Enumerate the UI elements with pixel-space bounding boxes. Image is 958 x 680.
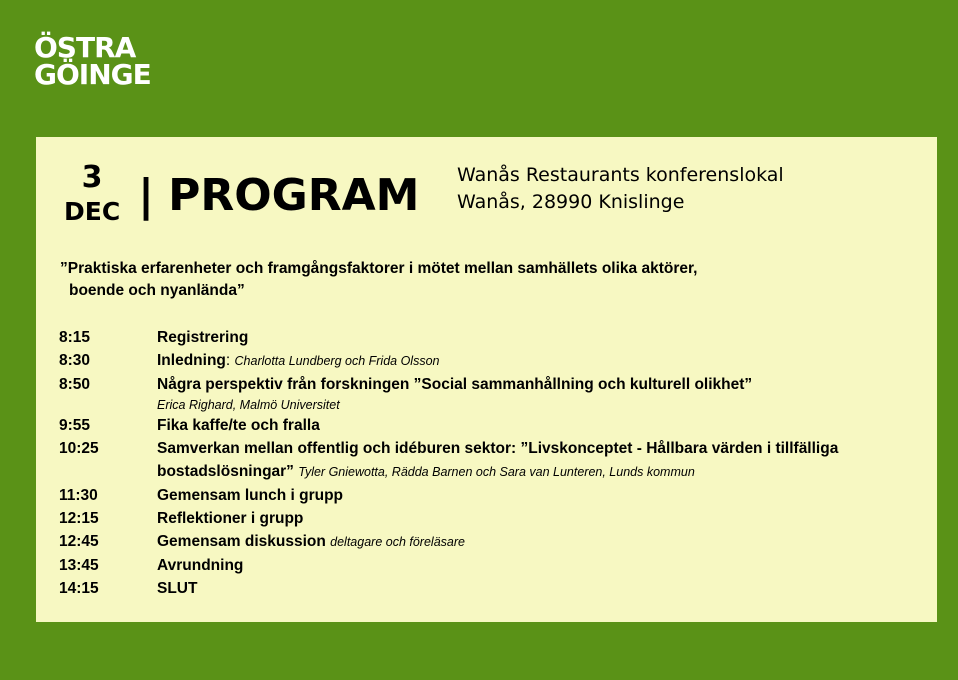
- quote-line-2: boende och nyanlända”: [69, 282, 245, 299]
- schedule-time: 11:30: [59, 487, 98, 504]
- schedule-title: Samverkan mellan offentlig och idéburen sektor: ”Livskonceptet - Hållbara värden i tillfälliga bostadslösningar”: [157, 440, 839, 480]
- schedule-title: Registrering: [157, 329, 249, 346]
- schedule-item: [59, 577, 919, 600]
- schedule-item: [59, 349, 919, 373]
- schedule-speakers: Erica Righard, Malmö Universitet: [157, 398, 340, 412]
- schedule-time: 8:30: [59, 352, 91, 369]
- schedule-speakers: Tyler Gniewotta, Rädda Barnen och Sara van Lunteren, Lunds kommun: [298, 465, 695, 479]
- event-date: [64, 161, 120, 229]
- schedule-title: Reflektioner i grupp: [157, 510, 304, 527]
- venue: [457, 162, 784, 216]
- program-theme-quote: [60, 258, 820, 302]
- title-separator: |: [138, 170, 155, 221]
- quote-line-1: ”Praktiska erfarenheter och framgångsfaktorer i mötet mellan samhällets olika aktörer,: [60, 260, 698, 277]
- schedule-title: Gemensam lunch i grupp: [157, 487, 344, 504]
- schedule-time: 10:25: [59, 440, 99, 457]
- schedule-item: [59, 530, 919, 554]
- ostra-goinge-logo: [34, 31, 151, 91]
- page-title: [138, 167, 419, 225]
- date-day: 3: [81, 160, 103, 195]
- venue-address: Wanås, 28990 Knislinge: [457, 191, 685, 213]
- schedule-title: Inledning: [157, 352, 226, 369]
- schedule-speakers: Charlotta Lundberg och Frida Olsson: [234, 354, 440, 368]
- schedule-separator: :: [225, 352, 235, 369]
- schedule-time: 8:15: [59, 329, 91, 346]
- schedule-time: 13:45: [59, 557, 99, 574]
- schedule-time: 9:55: [59, 417, 91, 434]
- schedule-item: [59, 484, 919, 507]
- schedule-title: Avrundning: [157, 557, 244, 574]
- schedule-title: Gemensam diskussion: [157, 533, 326, 550]
- schedule-title: Fika kaffe/te och fralla: [157, 417, 320, 434]
- schedule-time: 8:50: [59, 376, 91, 393]
- schedule-title: Några perspektiv från forskningen ”Social sammanhållning och kulturell olikhet”: [157, 376, 753, 393]
- schedule-list: [59, 326, 919, 600]
- schedule-speakers: deltagare och föreläsare: [330, 535, 465, 549]
- venue-name: Wanås Restaurants konferenslokal: [457, 164, 784, 186]
- schedule-item: [59, 373, 919, 414]
- schedule-item: [59, 414, 919, 437]
- schedule-time: 12:15: [59, 510, 99, 527]
- schedule-item: [59, 326, 919, 349]
- schedule-time: 14:15: [59, 580, 99, 597]
- schedule-item: [59, 437, 919, 484]
- schedule-time: 12:45: [59, 533, 99, 550]
- program-panel: [36, 137, 937, 622]
- program-heading: PROGRAM: [168, 170, 420, 221]
- logo-line-1: ÖSTRA: [34, 31, 136, 64]
- date-month: DEC: [64, 197, 121, 226]
- logo-line-2: GÖINGE: [34, 58, 151, 91]
- schedule-item: [59, 507, 919, 530]
- schedule-title: SLUT: [157, 580, 198, 597]
- schedule-item: [59, 554, 919, 577]
